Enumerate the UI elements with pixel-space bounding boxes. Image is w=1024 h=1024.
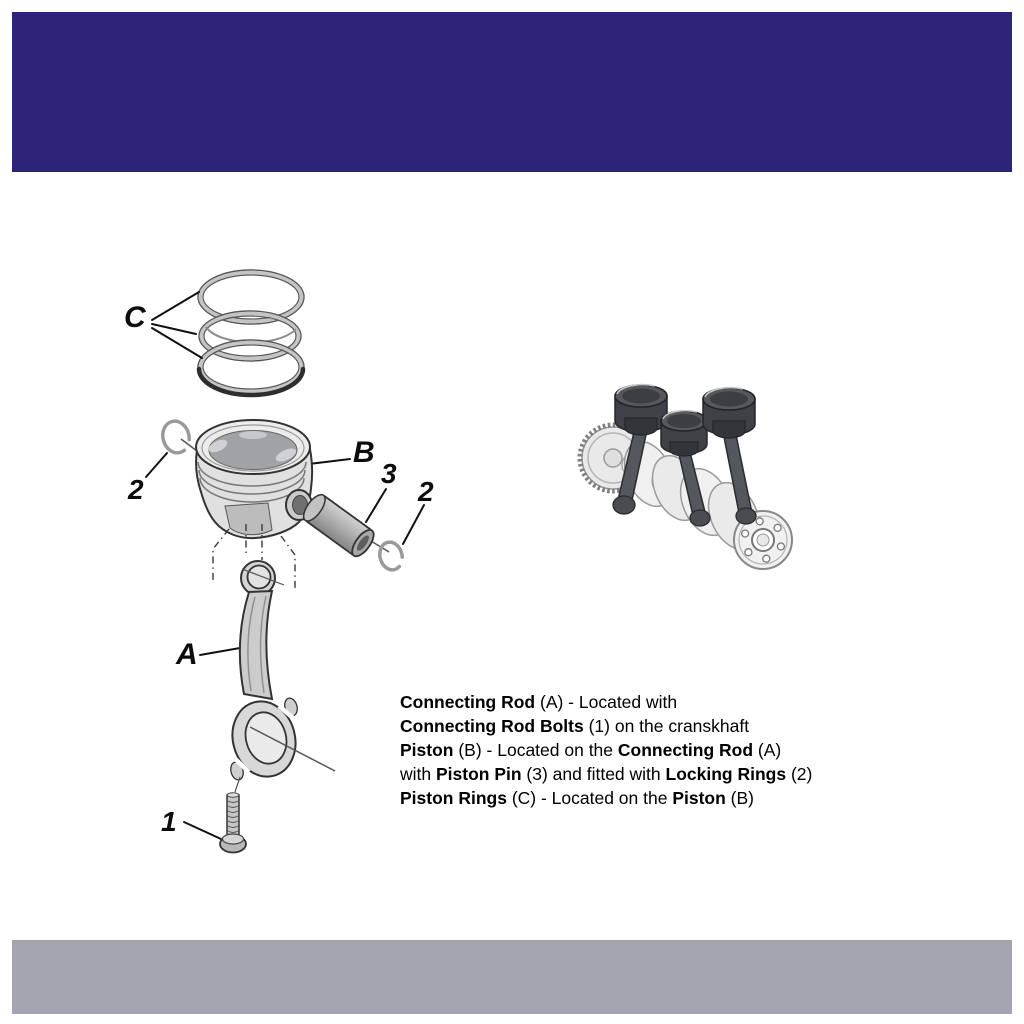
leader-a [200,648,240,655]
piston-ring-3 [198,340,304,395]
label-locking-ring-right: 2 [418,476,434,507]
description-line: Piston Rings (C) - Located on the Piston (B) [400,788,755,808]
crank-piston-3 [703,388,755,438]
description-line: Connecting Rod (A) - Located with [400,692,678,712]
crank-piston-2 [661,411,707,456]
leader-2-right [403,505,424,544]
footer-bar [12,940,1012,1014]
description-line: Connecting Rod Bolts (1) on the cranskhaft [400,716,750,736]
label-connecting-rod: A [176,638,198,671]
bolt-illustration [220,777,246,853]
leader-2-left [146,453,167,477]
label-locking-ring-left: 2 [128,474,144,505]
crank-piston-1 [615,385,667,435]
label-piston-rings: C [124,301,146,334]
leader-c-ring3 [152,328,202,358]
description-line: with Piston Pin (3) and fitted with Locking Rings (2) [400,764,813,784]
label-bolt: 1 [161,806,177,837]
label-piston-pin: 3 [381,458,397,489]
description-text [400,690,812,810]
locking-ring-right-illustration [377,540,405,573]
label-piston: B [353,436,375,469]
crankshaft-assembly-illustration [580,385,792,569]
connecting-rod-illustration [224,561,335,784]
piston-pin-illustration [300,491,378,560]
piston-rings-illustration [198,270,304,395]
piston-illustration [196,420,312,538]
connecting-rod-big-end [224,694,335,783]
leader-1 [184,822,221,839]
description-line: Piston (B) - Located on the Connecting Rod (A) [400,740,782,760]
locking-ring-left-illustration [159,418,192,456]
leader-3 [366,489,386,522]
leader-c-ring1 [152,292,199,320]
leader-b [309,459,350,464]
